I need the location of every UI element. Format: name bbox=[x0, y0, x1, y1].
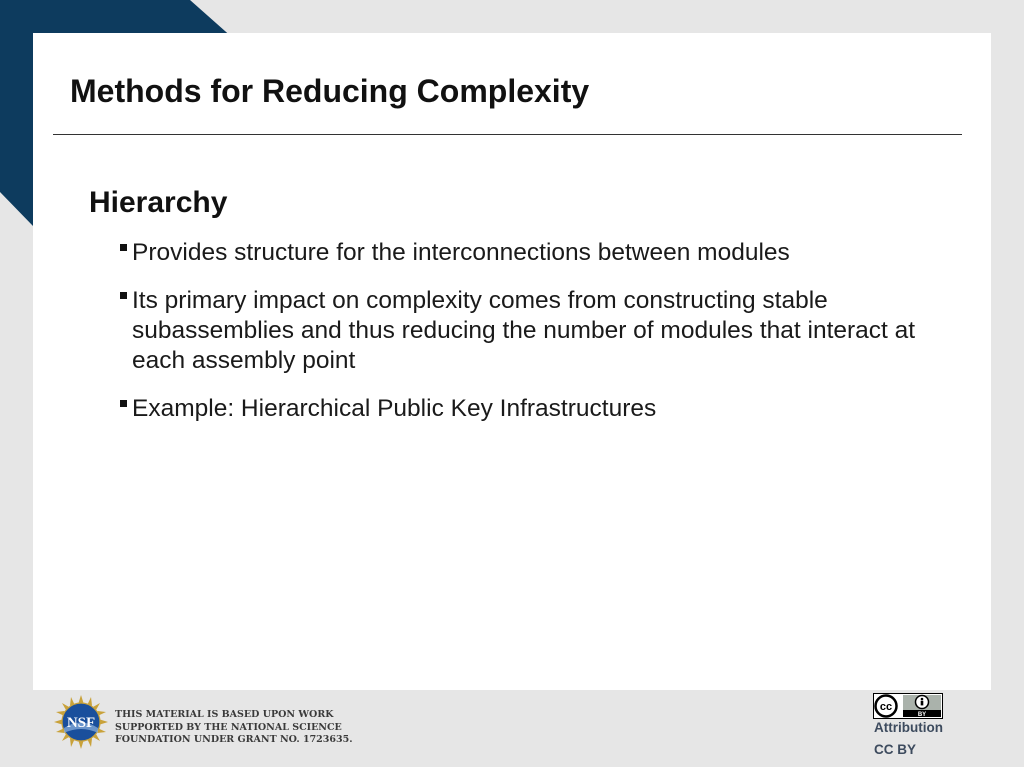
bullet-text: Its primary impact on complexity comes from constructing stable subassemblies and thus reducing the number of modules that interact at each assembly point bbox=[132, 287, 916, 374]
bullet-text: Provides structure for the interconnections between modules bbox=[132, 239, 790, 266]
square-bullet-icon bbox=[120, 400, 127, 407]
bullet-item bbox=[118, 394, 938, 424]
license-attribution: Attribution bbox=[874, 720, 943, 735]
grant-line: SUPPORTED BY THE NATIONAL SCIENCE bbox=[115, 721, 342, 733]
section-heading: Hierarchy bbox=[89, 186, 228, 219]
slide-card bbox=[33, 33, 991, 690]
nsf-logo bbox=[54, 695, 108, 749]
slide-title: Methods for Reducing Complexity bbox=[70, 73, 590, 109]
nsf-logo-text: NSF bbox=[66, 715, 96, 731]
grant-line: FOUNDATION UNDER GRANT NO. 1723635. bbox=[115, 734, 353, 745]
attribution-person-icon bbox=[921, 698, 924, 706]
bullet-text: Example: Hierarchical Public Key Infrastructures bbox=[132, 395, 657, 422]
bullet-list bbox=[118, 238, 938, 442]
license-short-name: CC BY bbox=[874, 742, 917, 757]
square-bullet-icon bbox=[120, 244, 127, 251]
title-divider bbox=[53, 134, 962, 135]
bullet-item bbox=[118, 286, 938, 376]
cc-by-license-badge bbox=[873, 693, 943, 719]
square-bullet-icon bbox=[120, 292, 127, 299]
grant-line: THIS MATERIAL IS BASED UPON WORK bbox=[115, 709, 334, 720]
grant-statement bbox=[115, 709, 353, 747]
cc-icon: cc bbox=[879, 701, 893, 713]
bullet-item bbox=[118, 238, 938, 268]
by-label: BY bbox=[917, 712, 927, 718]
